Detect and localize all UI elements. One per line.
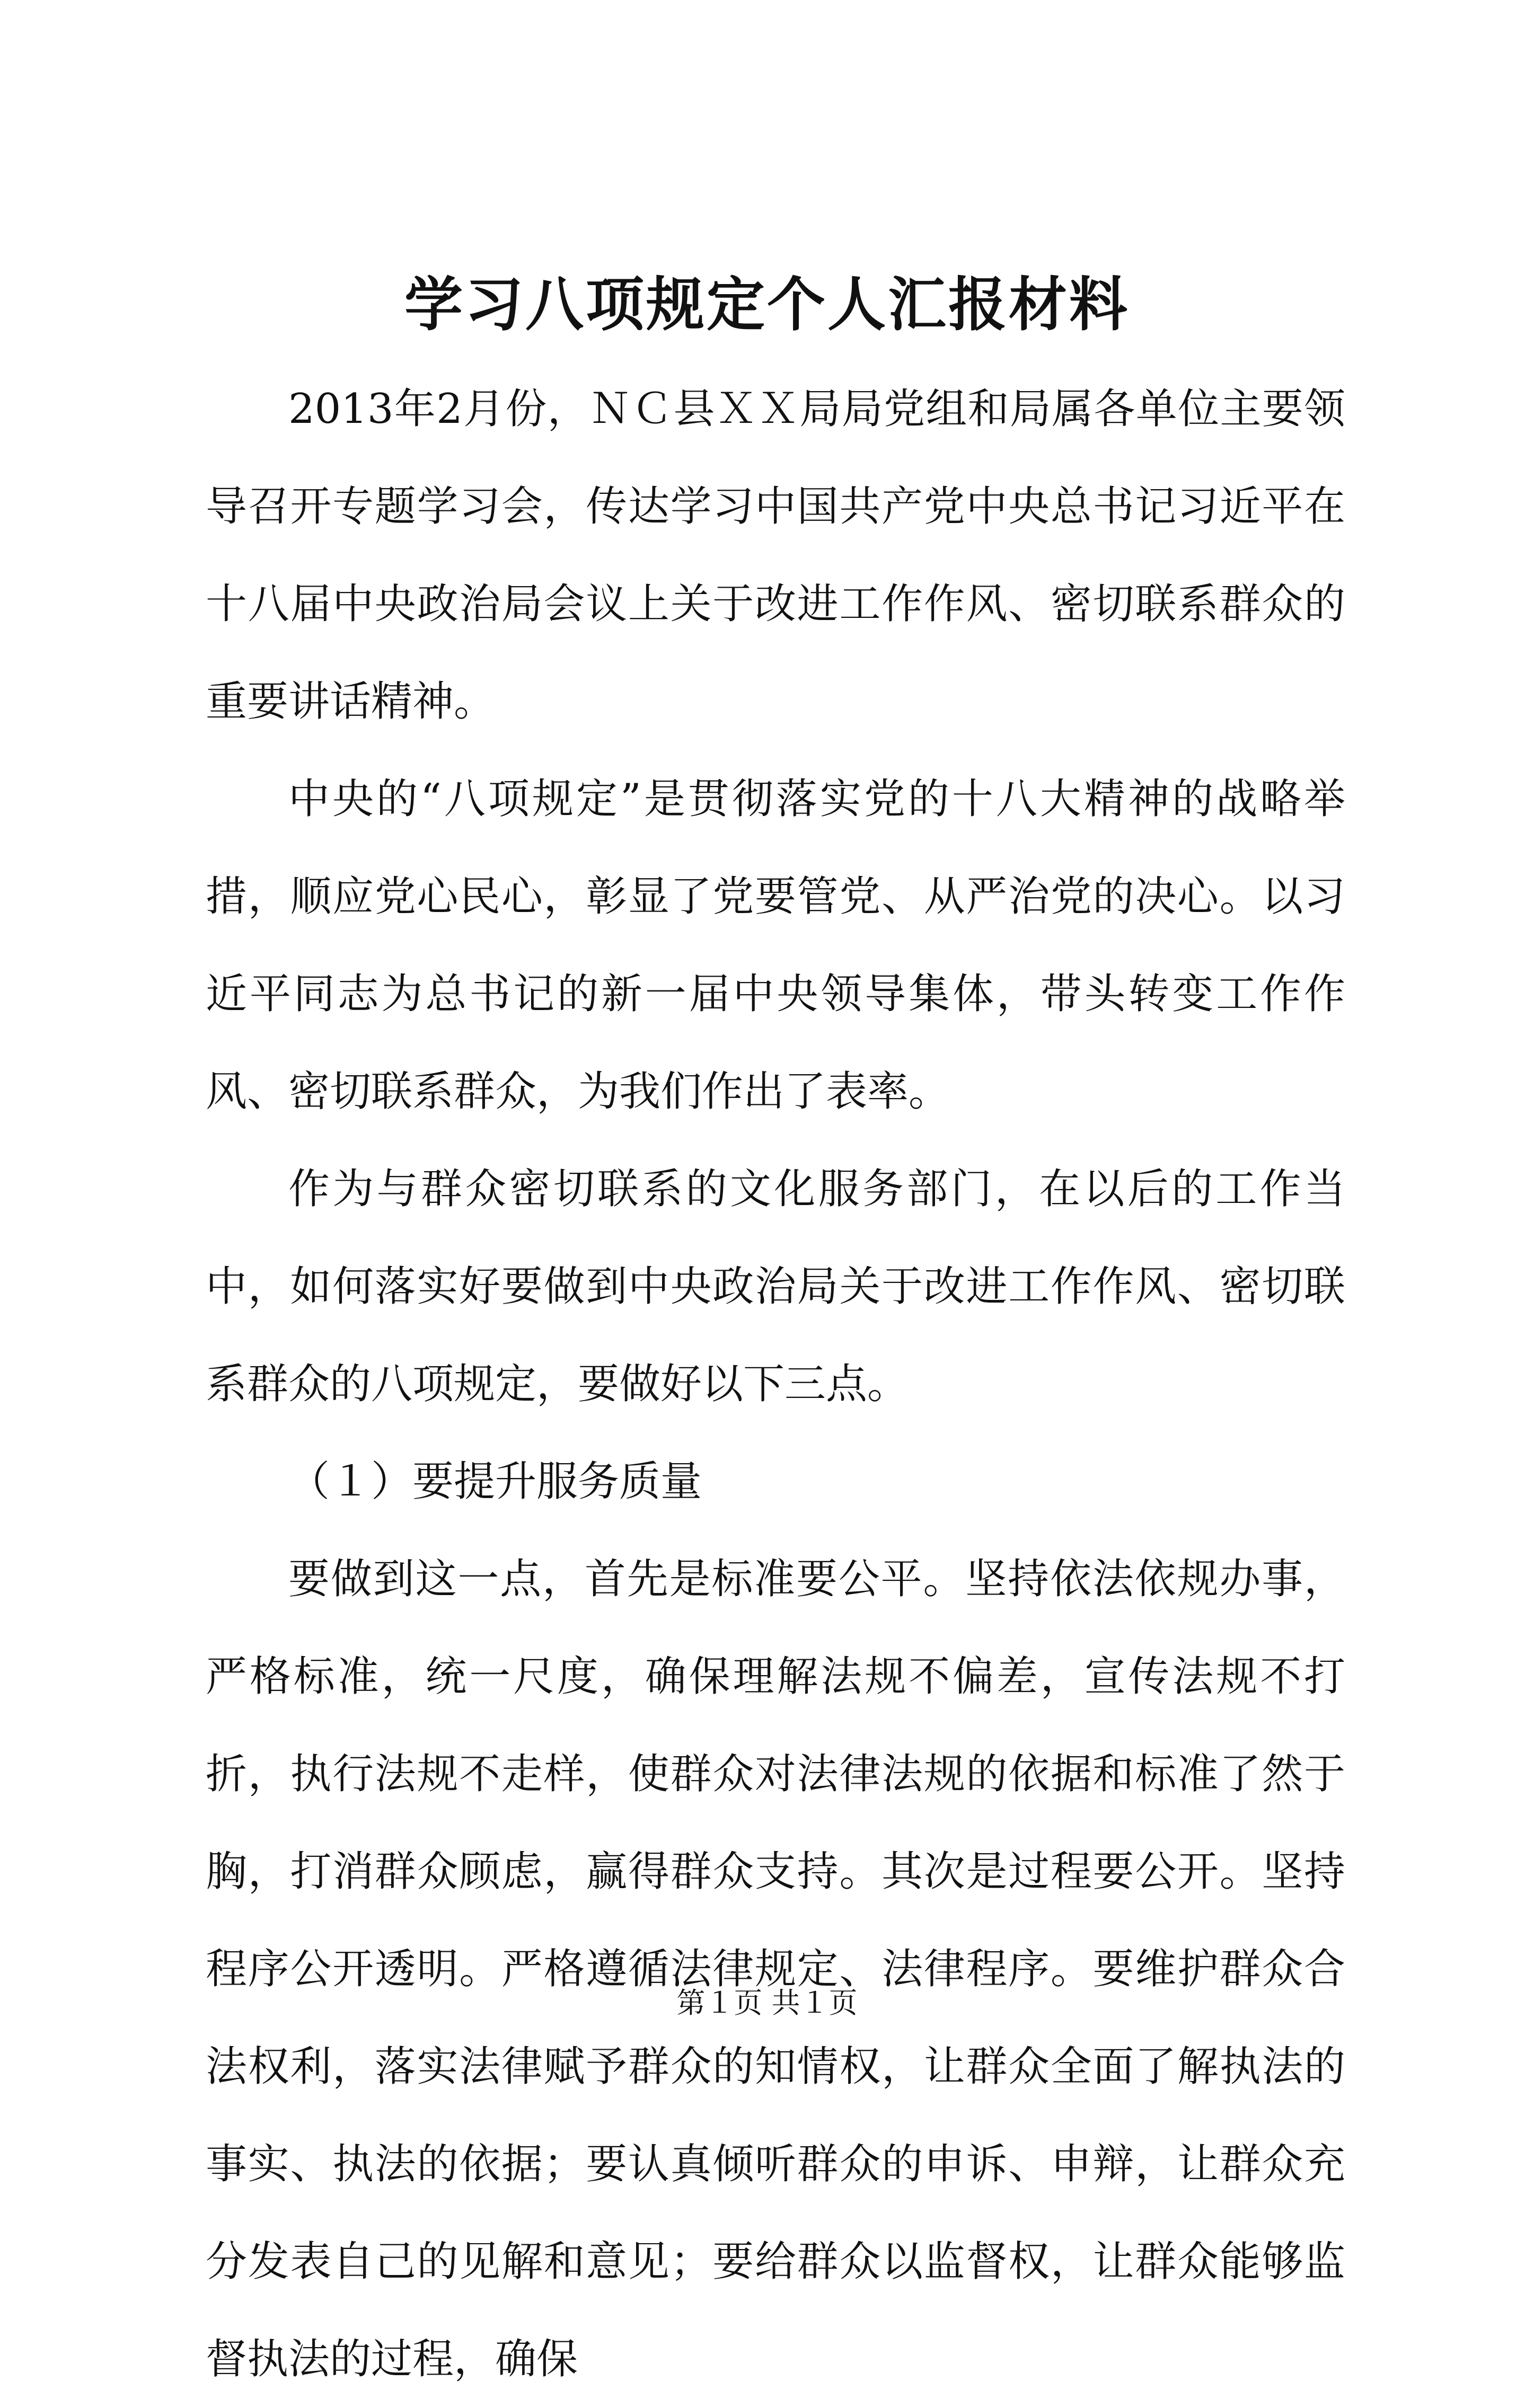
- paragraph-3: 作为与群众密切联系的文化服务部门，在以后的工作当中，如何落实好要做到中央政治局关于改进工作作风、密切联系群众的八项规定，要做好以下三点。: [206, 1165, 1345, 1408]
- document-body: [206, 360, 1345, 2408]
- page-footer: 第１页 共１页: [676, 1986, 858, 2020]
- paragraph-1: 2013年2月份，ＮＣ县ＸＸ局局党组和局属各单位主要领导召开专题学习会，传达学习中国共产党中央总书记习近平在十八届中央政治局会议上关于改进工作作风、密切联系群众的重要讲话精神。: [206, 385, 1345, 725]
- section-heading: （１）要提升服务质量: [288, 1458, 702, 1506]
- document-title: 学习八项规定个人汇报材料: [404, 270, 1130, 339]
- paragraph-2: 中央的“八项规定”是贯彻落实党的十八大精神的战略举措，顺应党心民心，彰显了党要管党、从严治党的决心。以习近平同志为总书记的新一届中央领导集体，带头转变工作作风、密切联系群众，为我们作出了表率。: [206, 775, 1345, 1116]
- section-paragraph: 要做到这一点，首先是标准要公平。坚持依法依规办事，严格标准，统一尺度，确保理解法规不偏差，宣传法规不打折，执行法规不走样，使群众对法律法规的依据和标准了然于胸，打消群众顾虑，赢得群众支持。其次是过程要公开。坚持程序公开透明。严格遵循法律规定、法律程序。要维护群众合法权利，落实法律赋予群众的知情权，让群众全面了解执法的事实、执法的依据；要认真倾听群众的申诉、申辩，让群众充分发表自己的见解和意见；要给群众以监督权，让群众能够监督执法的过程，确保: [206, 1555, 1345, 2383]
